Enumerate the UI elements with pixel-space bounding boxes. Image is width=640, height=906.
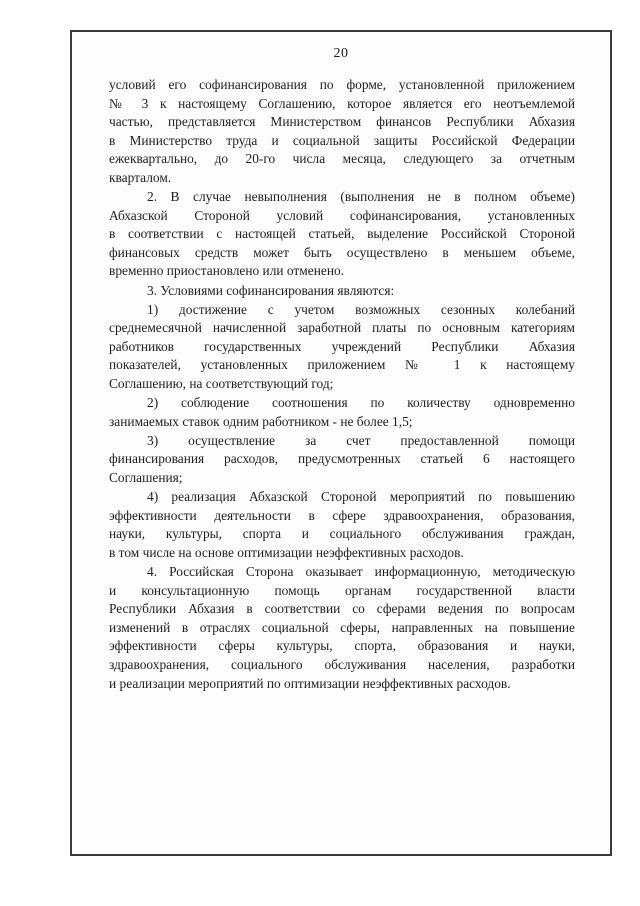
text-line: Соглашению, на соответствующий год; xyxy=(109,376,334,391)
paragraph-p-2 xyxy=(109,188,575,281)
document-page xyxy=(70,30,612,856)
text-line: в Министерство труда и социальной защиты Российской Федерации xyxy=(109,132,575,148)
paragraph-p-3-4 xyxy=(109,488,575,562)
text-line: Соглашения; xyxy=(109,469,183,485)
paragraph-p-3-1 xyxy=(109,301,575,394)
text-line: эффективности сферы культуры, спорта, образования и науки, xyxy=(109,638,575,654)
text-line: Абхазской Стороной условий софинансирования, установленных xyxy=(109,207,575,223)
text-line: ежеквартально, до 20-го числа месяца, следующего за отчетным xyxy=(109,151,575,167)
paragraph-p-3-2 xyxy=(109,394,575,431)
text-line: 3. Условиями софинансирования являются: xyxy=(147,282,395,298)
text-line: эффективности деятельности в сфере здравоохранения, образования, xyxy=(109,507,575,523)
document-body xyxy=(109,76,575,693)
text-line: и реализации мероприятий по оптимизации неэффективных расходов. xyxy=(109,675,511,691)
text-line: в том числе на основе оптимизации неэффективных расходов. xyxy=(109,544,464,560)
paragraph-p-continued xyxy=(109,76,575,188)
text-line: финансовых средств может быть осуществлено в меньшем объеме, xyxy=(109,244,575,260)
text-line: в соответствии с настоящей статьей, выделение Российской Стороной xyxy=(109,226,575,242)
text-line: условий его софинансирования по форме, установленной приложением xyxy=(109,77,575,92)
text-line: Республики Абхазия в соответствии со сферами ведения по вопросам xyxy=(109,601,575,617)
text-line: 3) осуществление за счет предоставленной помощи xyxy=(147,432,575,448)
text-line: кварталом. xyxy=(109,169,172,185)
text-line: и консультационную помощь органам государственной власти xyxy=(109,582,575,598)
text-line: 4) реализация Абхазской Стороной мероприятий по повышению xyxy=(147,489,575,505)
text-line: 4. Российская Сторона оказывает информационную, методическую xyxy=(147,563,575,579)
text-line: изменений в отраслях социальной сферы, направленных на повышение xyxy=(109,619,575,635)
text-line: работников государственных учреждений Республики Абхазия xyxy=(109,338,575,354)
text-line: финансирования расходов, предусмотренных статьей 6 настоящего xyxy=(109,451,575,467)
text-line: здравоохранения, социального обслуживания населения, разработки xyxy=(109,656,575,672)
text-line: показателей, установленных приложением № 1 к настоящему xyxy=(109,357,575,373)
text-line: науки, культуры, спорта и социального обслуживания граждан, xyxy=(109,526,575,542)
text-line: 2. В случае невыполнения (выполнения не в полном объеме) xyxy=(147,189,575,205)
text-line: № 3 к настоящему Соглашению, которое является его неотъемлемой xyxy=(109,95,575,111)
text-line: 2) соблюдение соотношения по количеству одновременно xyxy=(147,395,575,411)
text-line: среднемесячной начисленной заработной платы по основным категориям xyxy=(109,320,575,336)
paragraph-p-4 xyxy=(109,563,575,693)
text-line: временно приостановлено или отменено. xyxy=(109,263,345,279)
text-line: занимаемых ставок одним работником - не более 1,5; xyxy=(109,413,413,429)
paragraph-p-3 xyxy=(109,282,575,301)
text-line: 1) достижение с учетом возможных сезонных колебаний xyxy=(147,301,575,317)
text-line: частью, представляется Министерством финансов Республики Абхазия xyxy=(109,114,575,130)
page-number: 20 xyxy=(333,46,349,61)
paragraph-p-3-3 xyxy=(109,432,575,488)
